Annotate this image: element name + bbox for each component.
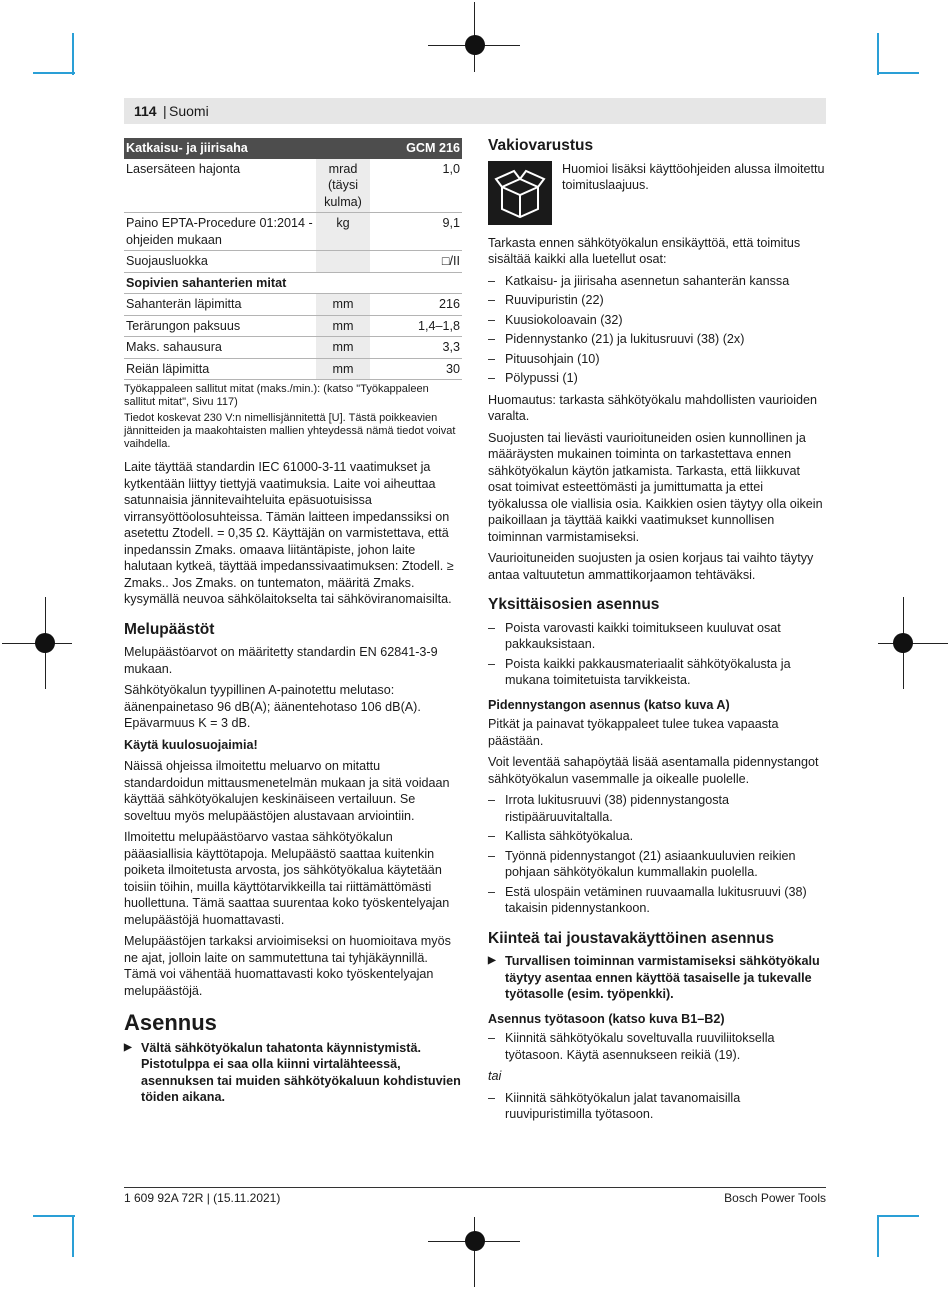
crop-mark (877, 1215, 919, 1217)
spec-label: Lasersäteen hajonta (124, 159, 316, 213)
spec-unit: mm (316, 358, 370, 380)
parts-list (488, 620, 826, 689)
paragraph-bold: Käytä kuulosuojaimia! (124, 737, 258, 752)
list-item: – Pituusohjain (10) (488, 351, 826, 368)
spec-value: 216 (370, 294, 462, 316)
spec-unit: mrad (täysi kulma) (316, 159, 370, 213)
list-item: – Työnnä pidennystangot (21) asiaankuuluvien reikien pohjaan sähkötyökalun kummallakin puolella. (488, 848, 826, 881)
paragraph: Laite täyttää standardin IEC 61000-3-11 vaatimukset ja kytkentään liittyy tiettyjä vaatimuksia. Laite voi aiheuttaa satunnaisia jännitevaihteluita epäsuotuisissa virransyöttöolosuhteissa. Tämän laitteen impedanssiksi on asetettu Ztodell. = 0,35 Ω. Käyttäjän on varmistettava, että inpedanssin Zmaks. omaava liitäntäpiste, johon laite halutaan kytkeä, täyttää impedanssivaatimuksen: Ztodell. ≥ Zmaks.. Jos Zmaks. on tuntematon, määritä Zmaks. kysymällä neuvoa sähkölaitokselta tai sähköviranomaisilta. (124, 460, 454, 606)
registration-line (878, 643, 948, 644)
paragraph: Voit leventää sahapöytää lisää asentamalla pidennystangot sähkötyökalun vasemmalle ja oikealle puolelle. (488, 755, 819, 786)
paragraph: Ilmoitettu melupäästöarvo vastaa sähkötyökalun pääasiallisia käyttötapoja. Melupäästö saattaa kuitenkin poiketa ilmoitetusta arvosta, jos sähkötyökalua käytetään toisiin töihin, muilla käyttötarvikkeilla tai riittämättömästi huollettuna. Tämä saattaa suurentaa koko työskentelyajan melupäästöjä huomattavasti. (124, 830, 450, 927)
spec-value: 1,0 (370, 159, 462, 213)
spec-value: 30 (370, 358, 462, 380)
spec-unit: mm (316, 315, 370, 337)
paragraph: Suojusten tai lievästi vaurioituneiden osien kunnollinen ja määräysten mukainen toiminta on tarkastettava ennen sähkötyökalun käytön jatkamista. Tarkasta, että liikkuvat osat toimivat esteettömästi ja jumittumatta ja ettei työkalussa ole viallisia osia. Kaikkien osien täytyy olla oikein paikoillaan ja täyttää kaikki vaatimukset kunnollisen toiminnan varmistamiseksi. (488, 430, 823, 544)
list-item: – Kiinnitä sähkötyökalun jalat tavanomaisilla ruuvipuristimilla työtasoon. (488, 1090, 826, 1123)
box-note-text: Huomioi lisäksi käyttöohjeiden alussa ilmoitettu toimituslaajuus. (562, 161, 825, 192)
mount-steps (488, 1030, 826, 1063)
chapter-heading: Asennus (124, 1010, 217, 1035)
paragraph-or: tai (488, 1069, 502, 1083)
crop-mark (33, 1215, 75, 1217)
triangle-bullet-icon: ▶ (124, 1041, 132, 1053)
spec-label: Reiän läpimitta (124, 358, 316, 380)
spec-value: □/II (370, 251, 462, 273)
paragraph: Vaurioituneiden suojusten ja osien korjaus tai vaihto täytyy antaa valtuutetun ammattikorjaamon tehtäväksi. (488, 551, 814, 582)
list-item: – Kallista sähkötyökalua. (488, 828, 826, 845)
paragraph: Melupäästöjen tarkaksi arvioimiseksi on huomioitava myös ne ajat, jolloin laite on sammutettuna tai tyhjäkäynnillä. Tämä voi vähentää huomattavasti koko työskentelyajan melupäästöjä. (124, 934, 451, 998)
header-language: Suomi (169, 103, 209, 119)
page-header (124, 98, 826, 124)
table-note: Työkappaleen sallitut mitat (maks./min.): (katso "Työkappaleen sallitut mitat", Sivu 117) (124, 383, 429, 408)
subsection-heading: Pidennystangon asennus (katso kuva A) (488, 697, 730, 712)
list-item: – Estä ulospäin vetäminen ruuvaamalla lukitusruuvi (38) takaisin pidennystankoon. (488, 884, 826, 917)
right-column (488, 138, 826, 1128)
triangle-bullet-icon: ▶ (488, 955, 496, 966)
list-item: – Poista kaikki pakkausmateriaalit sähkötyökalusta ja mukana toimitetuista tarvikkeista. (488, 656, 826, 689)
list-item: – Irrota lukitusruuvi (38) pidennystangosta ristipääruuvitaltalla. (488, 792, 826, 825)
spec-label: Sahanterän läpimitta (124, 294, 316, 316)
table-note: Tiedot koskevat 230 V:n nimellisjännitettä [U]. Tästä poikkeavien jännitteiden ja maakohtaisten mallien yhteydessä nämä tiedot voivat vaihdella. (124, 412, 456, 450)
left-column (124, 138, 462, 1111)
registration-dot (465, 35, 485, 55)
warning-item (124, 1040, 462, 1106)
spec-label: Terärungon paksuus (124, 315, 316, 337)
crop-mark (877, 72, 919, 74)
table-row (124, 315, 462, 337)
crop-mark (72, 33, 74, 75)
spec-table-header (124, 138, 462, 159)
registration-dot (465, 1231, 485, 1251)
footer-right: Bosch Power Tools (724, 1191, 826, 1205)
table-row (124, 358, 462, 380)
warning-text: Vältä sähkötyökalun tahatonta käynnistymistä. Pistotulppa ei saa olla kiinni virtalähteessä, asennuksen tai muiden sähkötyökaluun kohdistuvien töiden aikana. (141, 1040, 461, 1104)
page-number: 114 (134, 103, 157, 119)
table-row (124, 213, 462, 251)
spec-unit: mm (316, 337, 370, 359)
paragraph: Melupäästöarvot on määritetty standardin EN 62841-3-9 mukaan. (124, 645, 438, 676)
paragraph: Sähkötyökalun tyypillinen A-painotettu melutaso: äänenpainetaso 96 dB(A); äänentehotaso 106 dB(A). Epävarmuus K = 3 dB. (124, 683, 421, 730)
crop-mark (877, 33, 879, 75)
spec-value: 3,3 (370, 337, 462, 359)
paragraph: Huomautus: tarkasta sähkötyökalu mahdollisten vaurioiden varalta. (488, 392, 818, 423)
header-separator: | (163, 103, 167, 119)
spec-unit: mm (316, 294, 370, 316)
spec-value: 9,1 (370, 213, 462, 251)
footer-left: 1 609 92A 72R | (15.11.2021) (124, 1191, 281, 1205)
registration-line (474, 1217, 475, 1287)
spec-table (124, 138, 462, 380)
paragraph: Näissä ohjeissa ilmoitettu meluarvo on mitattu standardoidun mittausmenetelmän mukaan ja sitä voidaan käyttää sähkötyökalujen keskinäiseen vertailuun. Se soveltuu myös melupäästöjen alustavaan arviointiin. (124, 759, 450, 823)
list-item: – Poista varovasti kaikki toimitukseen kuuluvat osat pakkauksistaan. (488, 620, 826, 653)
spec-label: Maks. sahausura (124, 337, 316, 359)
warning-item (488, 953, 826, 1003)
crop-mark (33, 72, 75, 74)
extension-steps (488, 792, 826, 917)
spec-table-model: GCM 216 (370, 138, 462, 159)
spec-table-title: Katkaisu- ja jiirisaha (124, 138, 370, 159)
subsection-heading: Asennus työtasoon (katso kuva B1–B2) (488, 1011, 725, 1026)
table-row (124, 294, 462, 316)
paragraph: Tarkasta ennen sähkötyökalun ensikäyttöä, että toimitus sisältää kaikki alla luetellut osat: (488, 235, 801, 266)
warning-text: Turvallisen toiminnan varmistamiseksi sähkötyökalu täytyy asentaa ennen käyttöä tasaiselle ja tukevalle työtasolle (esim. työpenkki). (505, 954, 820, 1001)
footer-rule (124, 1187, 826, 1188)
list-item: – Pölypussi (1) (488, 370, 826, 387)
spec-unit: kg (316, 213, 370, 251)
crop-mark (72, 1215, 74, 1257)
section-heading: Kiinteä tai joustavakäyttöinen asennus (488, 929, 774, 947)
registration-dot (35, 633, 55, 653)
table-row (124, 337, 462, 359)
list-item: – Katkaisu- ja jiirisaha asennetun sahanterän kanssa (488, 273, 826, 290)
section-heading: Vakiovarustus (488, 137, 594, 154)
table-subheading-row (124, 272, 462, 294)
list-item: – Kiinnitä sähkötyökalu soveltuvalla ruuviliitoksella työtasoon. Käytä asennukseen reikiä (19). (488, 1030, 826, 1063)
delivery-note (488, 161, 826, 225)
spec-subheading: Sopivien sahanterien mitat (124, 272, 462, 294)
list-item: – Pidennystanko (21) ja lukitusruuvi (38) (2x) (488, 331, 826, 348)
delivery-list (488, 273, 826, 387)
list-item: – Kuusiokoloavain (32) (488, 312, 826, 329)
spec-unit (316, 251, 370, 273)
spec-value: 1,4–1,8 (370, 315, 462, 337)
spec-label: Paino EPTA-Procedure 01:2014 -ohjeiden mukaan (124, 213, 316, 251)
box-icon (488, 161, 552, 225)
crop-mark (877, 1215, 879, 1257)
list-item: – Ruuvipuristin (22) (488, 292, 826, 309)
table-row (124, 251, 462, 273)
section-heading: Melupäästöt (124, 620, 215, 638)
section-heading: Yksittäisosien asennus (488, 596, 660, 613)
table-row (124, 159, 462, 213)
mount-steps-alt (488, 1090, 826, 1123)
spec-label: Suojausluokka (124, 251, 316, 273)
paragraph: Pitkät ja painavat työkappaleet tulee tukea vapaasta päästään. (488, 717, 779, 748)
registration-dot (893, 633, 913, 653)
